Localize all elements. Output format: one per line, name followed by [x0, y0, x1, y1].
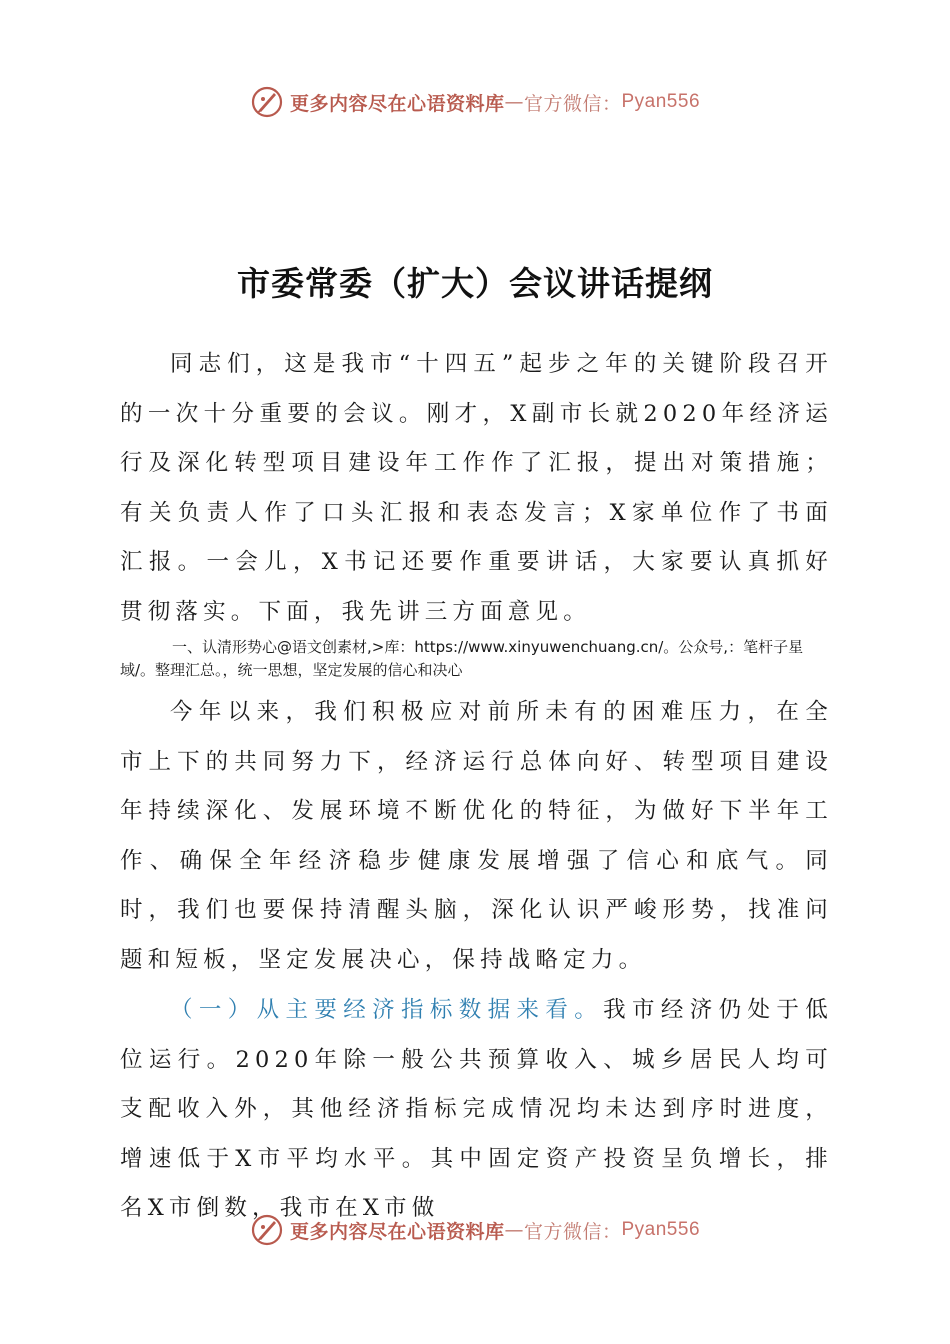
paragraph-indicators	[120, 986, 833, 1234]
footer-main-text: 更多内容尽在心语资料库	[289, 1220, 505, 1243]
document-title: 市委常委（扩大）会议讲话提纲	[237, 264, 713, 303]
paragraph-situation-block	[120, 688, 833, 985]
banner-sub-text: 官方微信：	[523, 92, 622, 115]
paragraph-situation: 今年以来，我们积极应对前所未有的困难压力，在全市上下的共同努力下，经济运行总体向好、转型项目建设年持续深化、发展环境不断优化的特征，为做好下半年工作、确保全年经济稳步健康发展增强了信心和底气。同时，我们也要保持清醒头脑，深化认识严峻形势，找准问题和短板，坚定发展决心，保持战略定力。	[120, 699, 833, 973]
banner-main-text: 更多内容尽在心语资料库	[289, 92, 505, 115]
banner-dash: —	[504, 91, 524, 113]
quill-logo-icon	[250, 85, 284, 119]
paragraph-intro-block	[120, 340, 833, 637]
footer-sub-text: 官方微信：	[523, 1220, 622, 1243]
paragraph-indicators-block	[120, 986, 833, 1234]
banner-wechat-id: Pyan556	[621, 91, 701, 112]
paragraph-indicators-body: 我市经济仍处于低位运行。2020年除一般公共预算收入、城乡居民人均可支配收入外，其他经济指标完成情况均未达到序时进度，增速低于X市平均水平。其中固定资产投资呈负增长，排名X市倒数，我市在X市做	[120, 997, 833, 1221]
footer-dash: —	[504, 1219, 524, 1241]
quill-logo-icon	[250, 1213, 284, 1247]
paragraph-intro: 同志们，这是我市“十四五”起步之年的关键阶段召开的一次十分重要的会议。刚才，X副市长就2020年经济运行及深化转型项目建设年工作作了汇报，提出对策措施；有关负责人作了口头汇报和表态发言；X家单位作了书面汇报。一会儿，X书记还要作重要讲话，大家要认真抓好贯彻落实。下面，我先讲三方面意见。	[120, 351, 833, 625]
footer-wechat-id: Pyan556	[621, 1219, 701, 1240]
subheading-indicators: （一）从主要经济指标数据来看。	[170, 997, 604, 1023]
section-heading-note: 一、认清形势心@语文创素材,>库：https://www.xinyuwenchuang.cn/。公众号,：笔杆子星域/。整理汇总。，统一思想，坚定发展的信心和决心	[120, 638, 804, 679]
footer-banner	[0, 1210, 950, 1250]
header-banner	[0, 82, 950, 122]
